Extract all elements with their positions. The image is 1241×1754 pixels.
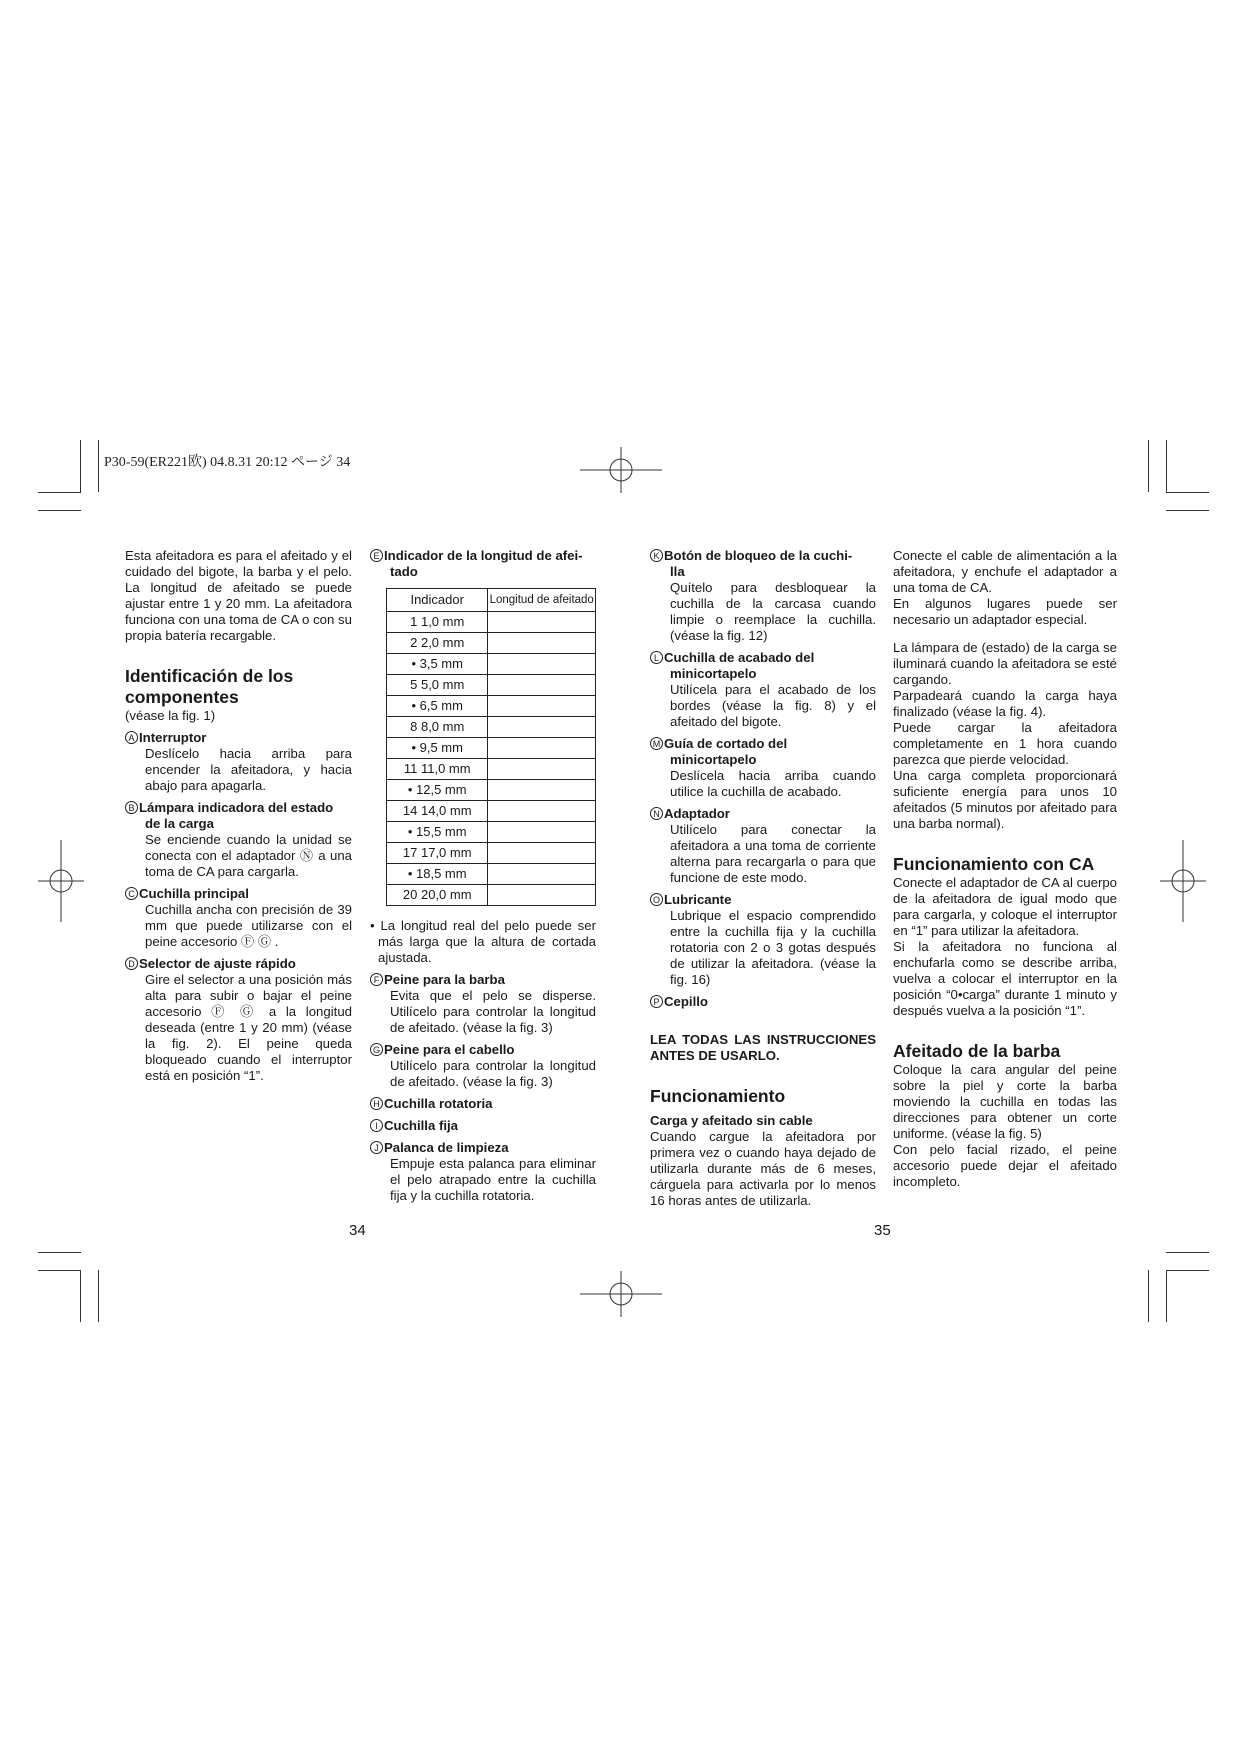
table-cell: • 15,5 mm [387, 822, 488, 843]
component-text-f: Evita que el pelo se disperse. Utilícelo para controlar la longitud de afeitado. (véase la fig. 3) [390, 988, 596, 1035]
component-text-b: Se enciende cuando la unidad se conecta con el adaptador Ⓝ a una toma de CA para cargarla. [145, 832, 352, 879]
table-cell [488, 780, 596, 801]
component-title-i: I Cuchilla fija [370, 1118, 596, 1134]
table-row [387, 885, 596, 906]
table-cell [488, 822, 596, 843]
paragraph: Una carga completa proporcionará suficiente energía para unos 10 afeitados (5 minutos por afeitado para una barba normal). [893, 768, 1117, 831]
table-cell [488, 675, 596, 696]
registration-mark-icon [580, 1271, 662, 1317]
table-cell: • 18,5 mm [387, 864, 488, 885]
component-title-j: J Palanca de limpieza [370, 1140, 596, 1156]
print-slug: P30-59(ER221欧) 04.8.31 20:12 ページ 34 [104, 455, 351, 470]
intro-paragraph: Esta afeitadora es para el afeitado y el cuidado del bigote, la barba y el pelo. La longitud de afeitado se puede ajustar entre 1 y 20 mm. La afeitadora funciona con una toma de CA o con su propia batería recargable. [125, 548, 352, 643]
table-cell [488, 843, 596, 864]
table-cell [488, 696, 596, 717]
table-row [387, 801, 596, 822]
page-number-left: 34 [349, 1222, 366, 1239]
table-cell [488, 801, 596, 822]
column-4 [893, 548, 1117, 1190]
component-title-d: D Selector de ajuste rápido [125, 956, 352, 972]
registration-mark-icon [580, 447, 662, 493]
table-cell [488, 885, 596, 906]
table-cell: 1 1,0 mm [387, 612, 488, 633]
paragraph: La lámpara de (estado) de la carga se iluminará cuando la afeitadora se esté cargando. [893, 640, 1117, 687]
table-row [387, 864, 596, 885]
crop-mark [1166, 492, 1209, 493]
crop-mark [98, 1270, 99, 1322]
crop-mark [80, 1270, 81, 1322]
table-row [387, 633, 596, 654]
component-title-l: L Cuchilla de acabado del minicortapelo [650, 650, 876, 682]
table-cell: • 3,5 mm [387, 654, 488, 675]
table-row [387, 759, 596, 780]
crop-mark [38, 1252, 81, 1253]
crop-mark [1148, 1270, 1149, 1322]
crop-mark [80, 440, 81, 492]
table-row [387, 717, 596, 738]
component-title-a: A Interruptor [125, 730, 352, 746]
column-3 [650, 548, 876, 1209]
crop-mark [38, 492, 81, 493]
table-cell: • 9,5 mm [387, 738, 488, 759]
table-row [387, 780, 596, 801]
crop-mark [1148, 440, 1149, 492]
paragraph: Conecte el adaptador de CA al cuerpo de la afeitadora de igual modo que para cargarla, y coloque el interruptor en “1” para utilizar la afeitadora. [893, 875, 1117, 938]
table-cell [488, 633, 596, 654]
registration-mark-icon [1160, 840, 1206, 922]
table-row [387, 675, 596, 696]
table-cell: 5 5,0 mm [387, 675, 488, 696]
component-text-l: Utilícela para el acabado de los bordes (véase la fig. 8) y el afeitado del bigote. [670, 682, 876, 729]
registration-mark-icon [38, 840, 84, 922]
table-row [387, 696, 596, 717]
page-number-right: 35 [874, 1222, 891, 1239]
table-cell [488, 738, 596, 759]
table-row [387, 822, 596, 843]
section-heading: Afeitado de la barba [893, 1041, 1061, 1061]
paragraph: Coloque la cara angular del peine sobre la piel y corte la barba moviendo la cuchilla en todas las direcciones para obtener un corte uniforme. (véase la fig. 5) [893, 1062, 1117, 1141]
component-text-a: Deslícelo hacia arriba para encender la afeitadora, y hacia abajo para apagarla. [145, 746, 352, 793]
table-header: Longitud de afeitado [488, 589, 596, 612]
component-title-p: P Cepillo [650, 994, 876, 1010]
component-text-k: Quítelo para desbloquear la cuchilla de la carcasa cuando limpie o reemplace la cuchilla. (véase la fig. 12) [670, 580, 876, 643]
crop-mark [98, 440, 99, 492]
crop-mark [38, 510, 81, 511]
paragraph: Puede cargar la afeitadora completamente en 1 hora cuando parezca que pierde velocidad. [893, 720, 1117, 767]
table-cell: 20 20,0 mm [387, 885, 488, 906]
component-title-o: O Lubricante [650, 892, 876, 908]
table-cell: 14 14,0 mm [387, 801, 488, 822]
paragraph: Conecte el cable de alimentación a la afeitadora, y enchufe el adaptador a una toma de CA. [893, 548, 1117, 595]
section-heading: Funcionamiento con CA [893, 854, 1095, 874]
table-cell: 2 2,0 mm [387, 633, 488, 654]
component-title-c: C Cuchilla principal [125, 886, 352, 902]
table-cell [488, 654, 596, 675]
component-text-m: Deslícela hacia arriba cuando utilice la cuchilla de acabado. [670, 768, 876, 799]
table-cell: 11 11,0 mm [387, 759, 488, 780]
length-indicator-table [386, 588, 596, 906]
length-note: • La longitud real del pelo puede ser más larga que la altura de cortada ajustada. [370, 918, 596, 965]
table-row [387, 654, 596, 675]
paragraph: Con pelo facial rizado, el peine accesorio puede dejar el afeitado incompleto. [893, 1142, 1117, 1189]
table-cell [488, 759, 596, 780]
component-text-n: Utilícelo para conectar la afeitadora a una toma de corriente alterna para recargarla o para que funcione de este modo. [670, 822, 876, 885]
charging-text: Cuando cargue la afeitadora por primera vez o cuando haya dejado de utilizarla durante más de 6 meses, cárguela para activarla por lo menos 16 horas antes de utilizarla. [650, 1129, 876, 1208]
section-heading: Identificación de los componentes [125, 666, 294, 707]
table-row [387, 738, 596, 759]
table-cell: 17 17,0 mm [387, 843, 488, 864]
component-text-d: Gire el selector a una posición más alta para subir o bajar el peine accesorio Ⓕ Ⓖ a la longitud deseada (entre 1 y 20 mm) (véase la fig. 2). El peine queda bloqueado cuando el interruptor está en posición “1”. [145, 972, 352, 1083]
component-title-h: H Cuchilla rotatoria [370, 1096, 596, 1112]
table-cell [488, 717, 596, 738]
component-title-e: E Indicador de la longitud de afei- tado [370, 548, 596, 580]
warning-text: LEA TODAS LAS INSTRUCCIONES ANTES DE USARLO. [650, 1032, 876, 1063]
component-title-g: G Peine para el cabello [370, 1042, 596, 1058]
crop-mark [1166, 510, 1209, 511]
table-header-row [387, 589, 596, 612]
component-text-g: Utilícelo para controlar la longitud de afeitado. (véase la fig. 3) [390, 1058, 596, 1089]
crop-mark [1166, 440, 1167, 492]
subheading: Carga y afeitado sin cable [650, 1113, 813, 1128]
paragraph: Si la afeitadora no funciona al enchufarla como se describe arriba, vuelva a colocar el interruptor en la posición “0•carga” durante 1 minuto y después vuelva a la posición “1”. [893, 939, 1117, 1018]
component-title-k: K Botón de bloqueo de la cuchi- lla [650, 548, 876, 580]
component-title-b: B Lámpara indicadora del estado de la carga [125, 800, 352, 832]
table-row [387, 843, 596, 864]
table-cell: • 12,5 mm [387, 780, 488, 801]
component-title-f: F Peine para la barba [370, 972, 596, 988]
fig-reference: (véase la fig. 1) [125, 708, 216, 723]
component-title-n: N Adaptador [650, 806, 876, 822]
table-cell [488, 864, 596, 885]
table-header: Indicador [387, 589, 488, 612]
column-2 [370, 548, 596, 1204]
section-heading: Funcionamiento [650, 1086, 786, 1106]
crop-mark [38, 1270, 81, 1271]
table-cell: 8 8,0 mm [387, 717, 488, 738]
crop-mark [1166, 1270, 1209, 1271]
crop-mark [1166, 1252, 1209, 1253]
table-row [387, 612, 596, 633]
table-cell [488, 612, 596, 633]
table-cell: • 6,5 mm [387, 696, 488, 717]
component-text-j: Empuje esta palanca para eliminar el pelo atrapado entre la cuchilla fija y la cuchilla rotatoria. [390, 1156, 596, 1203]
paragraph: Parpadeará cuando la carga haya finalizado (véase la fig. 4). [893, 688, 1117, 719]
crop-mark [1166, 1270, 1167, 1322]
paragraph: En algunos lugares puede ser necesario un adaptador especial. [893, 596, 1117, 627]
component-text-o: Lubrique el espacio comprendido entre la cuchilla fija y la cuchilla rotatoria con 2 o 3 gotas después de utilizar la afeitadora. (véase la fig. 16) [670, 908, 876, 987]
column-1 [125, 548, 352, 1084]
component-text-c: Cuchilla ancha con precisión de 39 mm que puede utilizarse con el peine accesorio Ⓕ Ⓖ . [145, 902, 352, 949]
component-title-m: M Guía de cortado del minicortapelo [650, 736, 876, 768]
